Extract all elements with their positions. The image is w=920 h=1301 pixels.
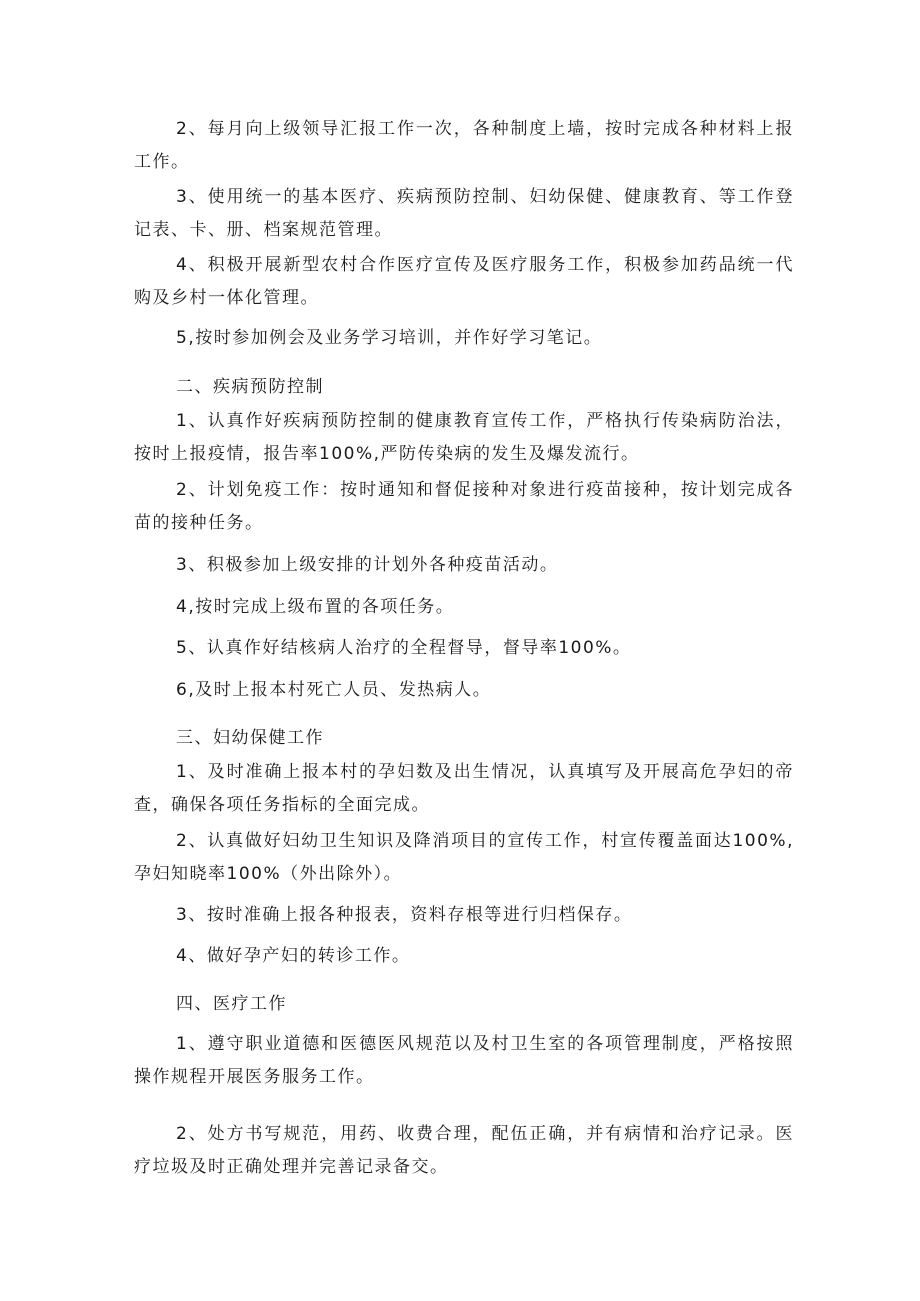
paragraph-health-education: 1、认真作好疾病预防控制的健康教育宣传工作，严格执行传染病防治法，按时上报疫情，报告率100%,严防传染病的发生及爆发流行。 [134,411,794,464]
section-heading-medical-work: 四、医疗工作 [176,994,287,1014]
paragraph-health-knowledge: 2、认真做好妇幼卫生知识及降消项目的宣传工作，村宣传覆盖面达100%,孕妇知晓率100%（外出除外）。 [134,831,794,884]
paragraph-immunization: 2、计划免疫工作：按时通知和督促接种对象进行疫苗接种，按计划完成各苗的接种任务。 [134,480,794,533]
paragraph-registration-forms: 3、使用统一的基本医疗、疾病预防控制、妇幼保健、健康教育、等工作登记表、卡、册、档案规范管理。 [134,187,794,240]
paragraph-assigned-tasks: 4,按时完成上级布置的各项任务。 [176,597,455,617]
paragraph-referral: 4、做好孕产妇的转诊工作。 [176,946,411,966]
section-heading-maternal-child: 三、妇幼保健工作 [176,728,324,748]
paragraph-prescription: 2、处方书写规范，用药、收费合理，配伍正确，并有病情和治疗记录。医疗垃圾及时正确处理并完善记录备交。 [134,1124,794,1177]
section-heading-disease-control: 二、疾病预防控制 [176,377,324,397]
paragraph-tuberculosis: 5、认真作好结核病人治疗的全程督导，督导率100%。 [176,638,632,658]
paragraph-meetings-training: 5,按时参加例会及业务学习培训，并作好学习笔记。 [176,328,603,348]
paragraph-professional-ethics: 1、遵守职业道德和医德医风规范以及村卫生室的各项管理制度，严格按照操作规程开展医务服务工作。 [134,1034,794,1087]
paragraph-vaccine-activities: 3、积极参加上级安排的计划外各种疫苗活动。 [176,555,559,575]
paragraph-reports-archive: 3、按时准确上报各种报表，资料存根等进行归档保存。 [176,905,633,925]
paragraph-death-fever-report: 6,及时上报本村死亡人员、发热病人。 [176,680,492,700]
paragraph-report-work: 2、每月向上级领导汇报工作一次，各种制度上墙，按时完成各种材料上报工作。 [134,119,794,172]
paragraph-pregnancy-report: 1、及时准确上报本村的孕妇数及出生情况，认真填写及开展高危孕妇的帝查，确保各项任务指标的全面完成。 [134,762,794,815]
paragraph-cooperative-medical: 4、积极开展新型农村合作医疗宣传及医疗服务工作，积极参加药品统一代购及乡村一体化管理。 [134,255,794,308]
